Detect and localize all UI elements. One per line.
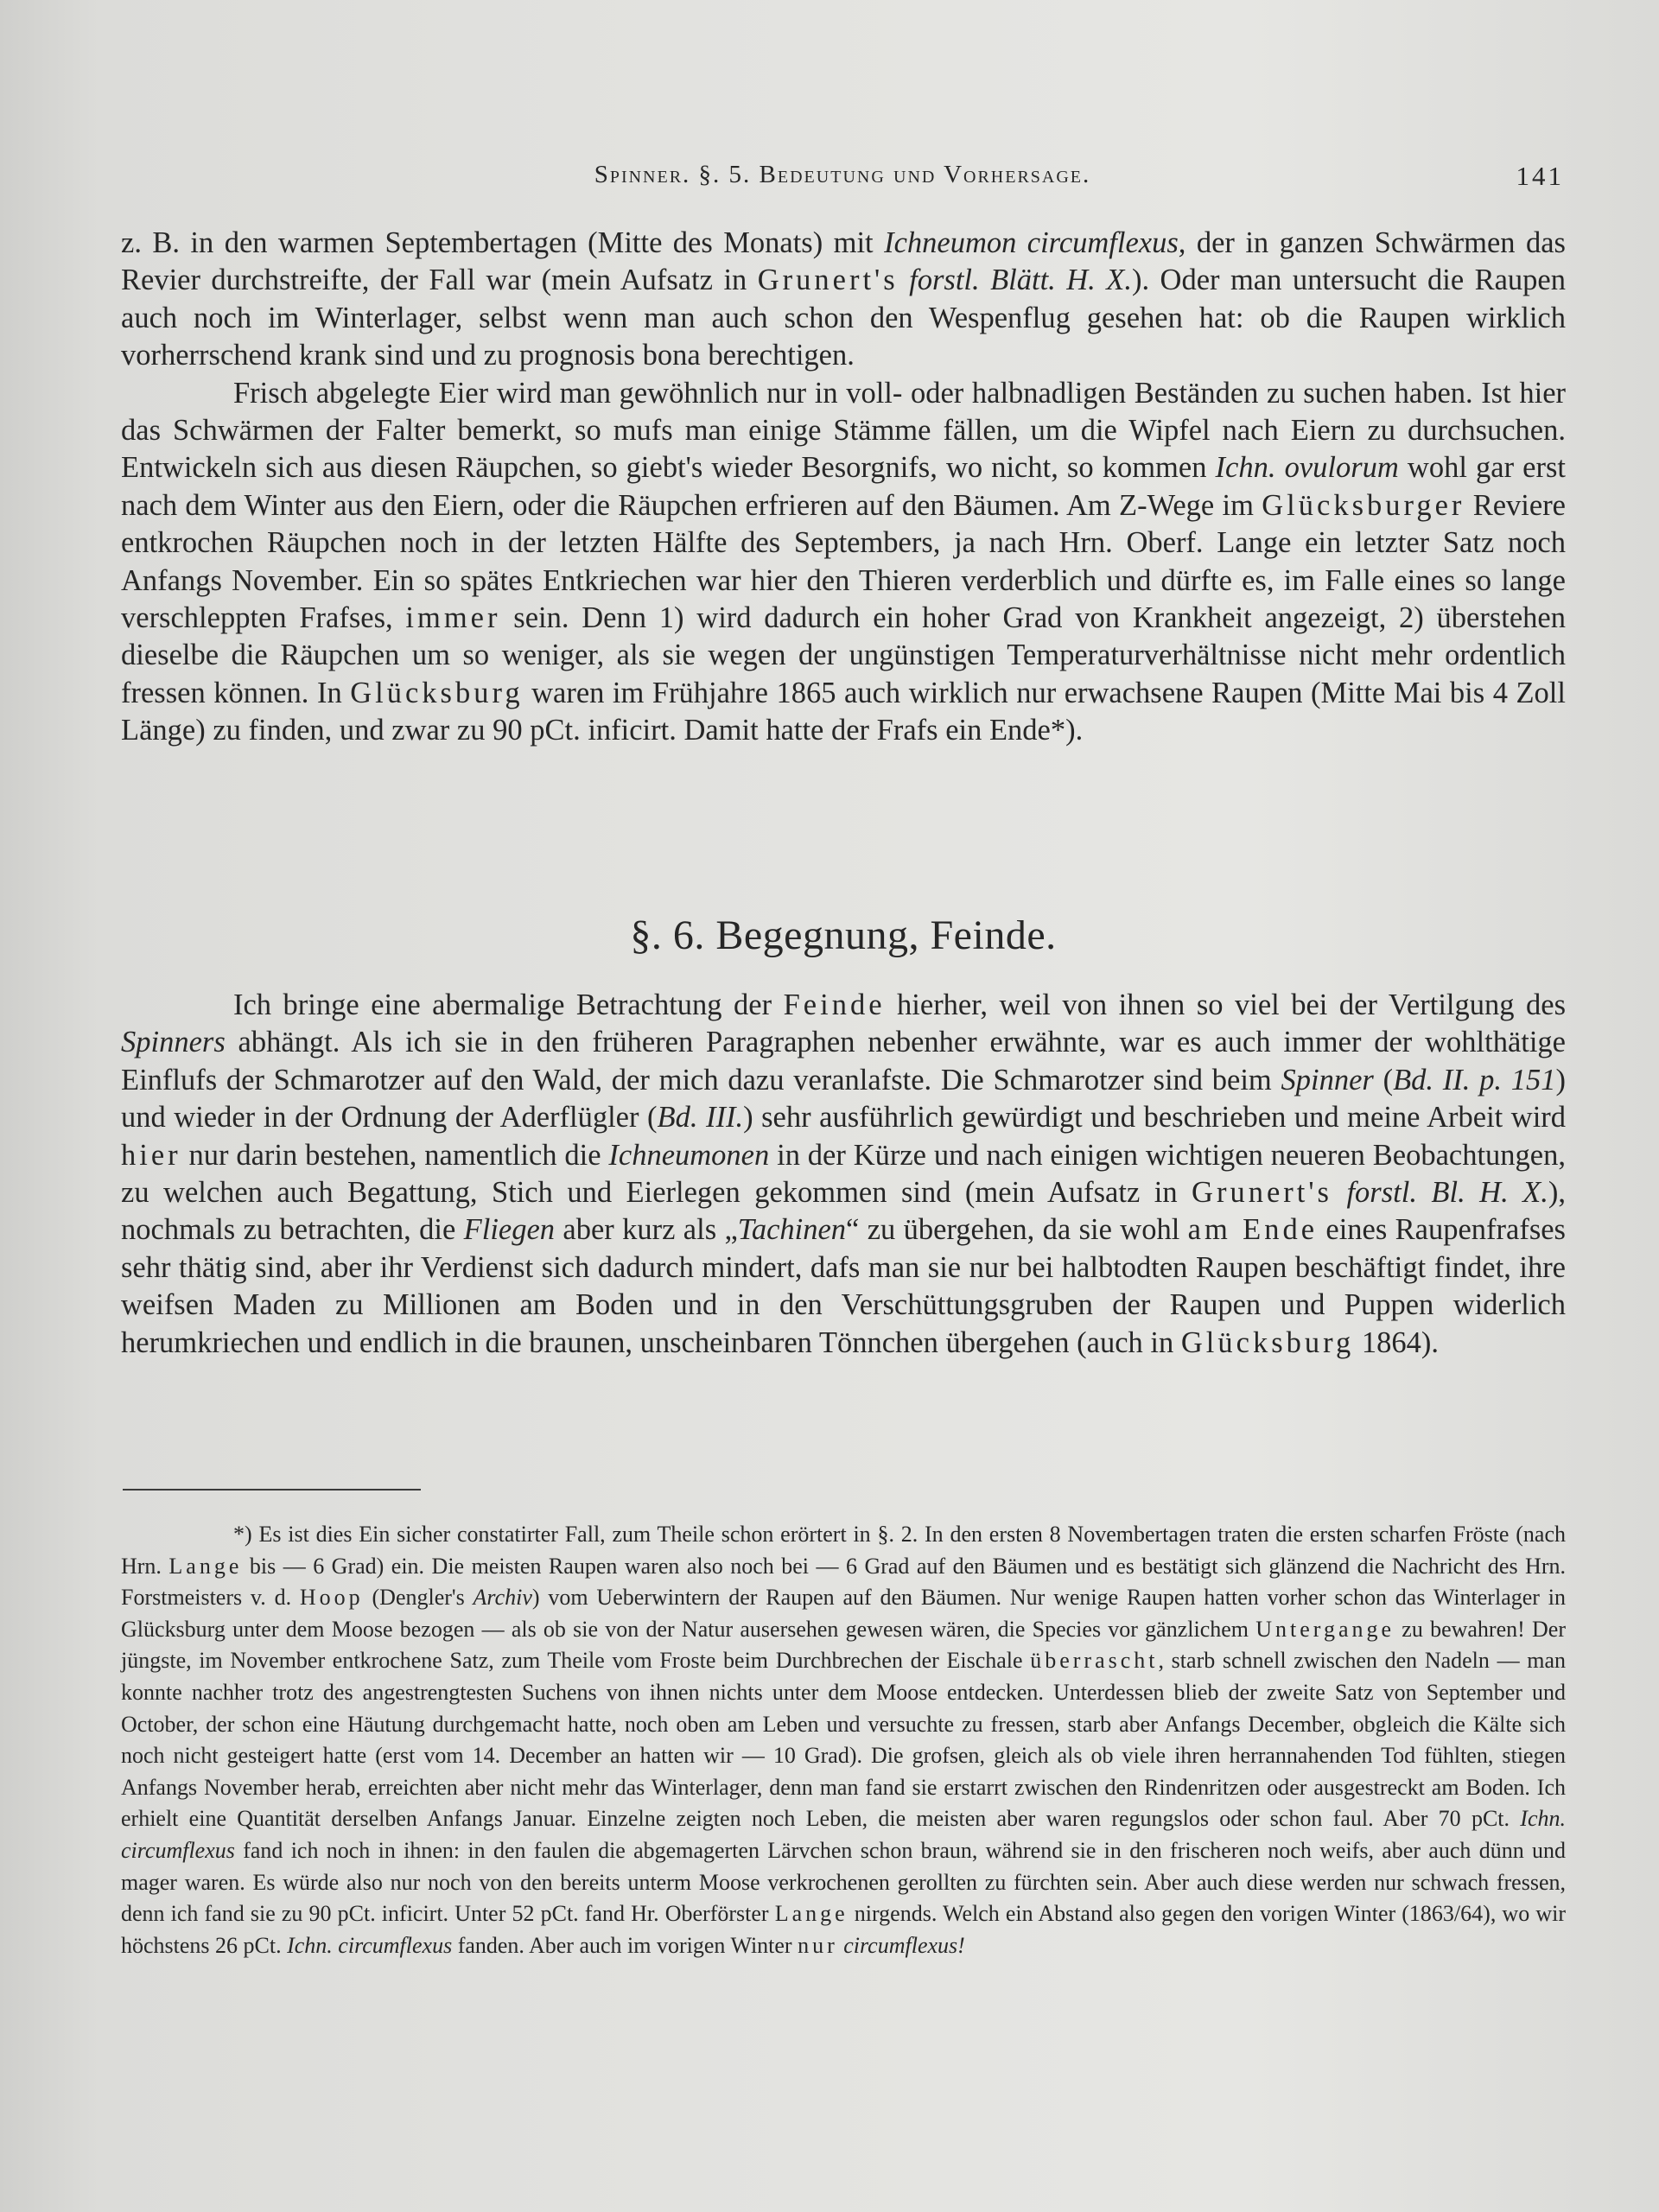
continuation-text — [121, 225, 1566, 750]
paragraph: Ich bringe eine abermalige Betrachtung der Feinde hierher, weil von ihnen so viel bei der Vertilgung des Spinners abhängt. Als ich sie in den früheren Paragraphen nebenher erwähnte, war es auch immer der wohlthätige Einflufs der Schmarotzer auf den Wald, der mich dazu veranlafste. Die Schmarotzer sind beim Spinner (Bd. II. p. 151) und wieder in der Ordnung der Aderflügler (Bd. III.) sehr ausführlich gewürdigt und beschrieben und meine Arbeit wird hier nur darin bestehen, namentlich die Ichneumonen in der Kürze und nach einigen wichtigen neueren Beobachtungen, zu welchen auch Begattung, Stich und Eierlegen gekommen sind (mein Aufsatz in Grunert's forstl. Bl. H. X.), nochmals zu betrachten, die Fliegen aber kurz als „Tachinen“ zu übergehen, da sie wohl am Ende eines Raupenfrafses sehr thätig sind, aber ihr Verdienst sich dadurch mindert, dafs man sie nur bei halbtodten Raupen beschäftigt findet, ihre weifsen Maden zu Millionen am Boden und in den Verschüttungsgruben der Raupen und Puppen widerlich herumkriechen und endlich in die braunen, unscheinbaren Tönnchen übergehen (auch in Glücksburg 1864). — [121, 988, 1567, 1359]
footnote — [121, 1519, 1566, 1961]
page-number: 141 — [1516, 161, 1564, 191]
footnote-paragraph: *) Es ist dies Ein sicher constatirter Fall, zum Theile schon erörtert in §. 2. In den ersten 8 Novembertagen traten die ersten scharfen Fröste (nach Hrn. Lange bis — 6 Grad) ein. Die meisten Raupen waren also noch bei — 6 Grad auf den Bäumen und es bestätigt sich glänzend die Nachricht des Hrn. Forstmeisters v. d. Hoop (Dengler's Archiv) vom Ueberwintern der Raupen auf den Bäumen. Nur wenige Raupen hatten vorher schon das Winterlager in Glücksburg unter dem Moose bezogen — als ob sie von der Natur ausersehen gewesen wären, die Species vor gänzlichem Untergange zu bewahren! Der jüngste, im November entkrochene Satz, zum Theile vom Froste beim Durchbrechen der Eischale überrascht, starb schnell zwischen den Nadeln — man konnte nachher trotz des angestrengtesten Suchens von ihnen nichts unter dem Moose entdecken. Unterdessen blieb der zweite Satz von September und October, der schon eine Häutung durchgemacht hatte, noch oben am Leben und versuchte zu fressen, starb aber Anfangs December, obgleich die Kälte sich noch nicht gesteigert hatte (erst vom 14. December an hatten wir — 10 Grad). Die grofsen, gleich als ob viele ihren herrannahenden Tod fühlten, stiegen Anfangs November herab, erreichten aber nicht mehr das Winterlager, denn man fand sie erstarrt zwischen den Rindenritzen oder ausgestreckt am Boden. Ich erhielt eine Quantität derselben Anfangs Januar. Einzelne zeigten noch Leben, die meisten aber waren regungslos oder schon faul. Aber 70 pCt. Ichn. circumflexus fand ich noch in ihnen: in den faulen die abgemagerten Lärvchen schon braun, während sie in den frischeren noch weifs, aber auch dünn und mager waren. Es würde also nur noch von den bereits unterm Moose verkrochenen gerollten zu fürchten sein. Aber auch diese werden nur schwach fressen, denn ich fand sie zu 90 pCt. inficirt. Unter 52 pCt. fand Hr. Oberförster Lange nirgends. Welch ein Abstand also gegen den vorigen Winter (1863/64), wo wir höchstens 26 pCt. Ichn. circumflexus fanden. Aber auch im vorigen Winter nur circumflexus! — [121, 1522, 1567, 1958]
section-heading: §. 6. Begegnung, Feinde. — [630, 912, 1057, 958]
section-text — [121, 987, 1566, 1362]
running-head-title: Spinner. §. 5. Bedeutung und Vorhersage. — [594, 161, 1091, 188]
paragraph: Frisch abgelegte Eier wird man gewöhnlich nur in voll- oder halbnadligen Beständen zu suchen haben. Ist hier das Schwärmen der Falter bemerkt, so mufs man einige Stämme fällen, um die Wipfel nach Eiern zu durchsuchen. Entwickeln sich aus diesen Räupchen, so giebt's wieder Besorgnifs, wo nicht, so kommen Ichn. ovulorum wohl gar erst nach dem Winter aus den Eiern, oder die Räupchen erfrieren auf den Bäumen. Am Z-Wege im Glücksburger Reviere entkrochen Räupchen noch in der letzten Hälfte des Septembers, ja nach Hrn. Oberf. Lange ein letzter Satz noch Anfangs November. Ein so spätes Entkriechen war hier den Thieren verderblich und dürfte es, im Falle eines so lange verschleppten Frafses, immer sein. Denn 1) wird dadurch ein hoher Grad von Krankheit angezeigt, 2) überstehen dieselbe die Räupchen um so weniger, als sie wegen der ungünstigen Temperaturverhältnisse nicht mehr ordentlich fressen können. In Glücksburg waren im Frühjahre 1865 auch wirklich nur erwachsene Raupen (Mitte Mai bis 4 Zoll Länge) zu finden, und zwar zu 90 pCt. inficirt. Damit hatte der Frafs ein Ende*). — [121, 376, 1566, 747]
footnote-separator — [123, 1489, 421, 1491]
running-head — [121, 161, 1564, 199]
paragraph: z. B. in den warmen Septembertagen (Mitte des Monats) mit Ichneumon circumflexus, der in ganzen Schwärmen das Revier durchstreifte, der Fall war (mein Aufsatz in Grunert's forstl. Blätt. H. X.). Oder man untersucht die Raupen auch noch im Winterlager, selbst wenn man auch schon den Wespenflug gesehen hat: ob die Raupen wirklich vorherrschend krank sind und zu prognosis bona berechtigen. — [121, 226, 1566, 372]
